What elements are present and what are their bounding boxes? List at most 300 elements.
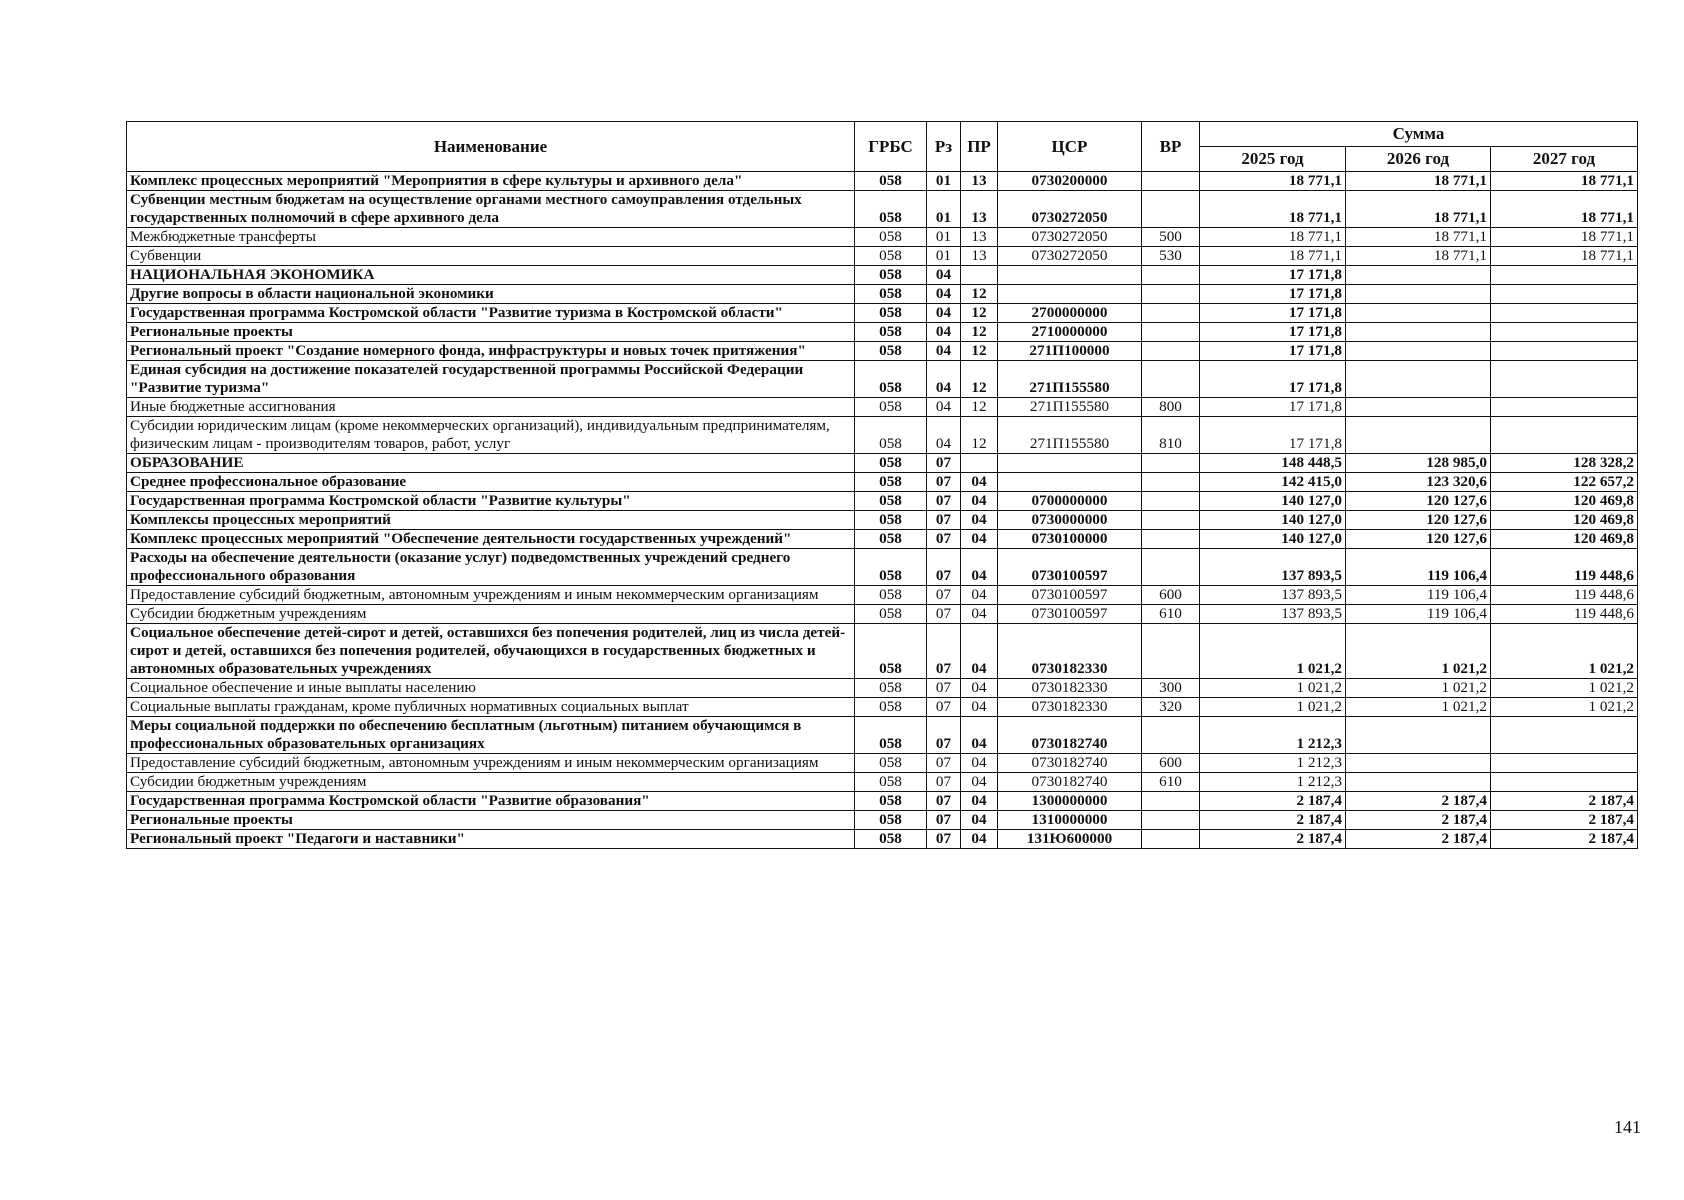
row-rz: 04 [927,323,961,342]
row-sum-2025: 17 171,8 [1200,304,1346,323]
row-csr: 1310000000 [998,811,1142,830]
row-sum-2027 [1491,342,1638,361]
row-csr: 0730000000 [998,511,1142,530]
row-sum-2027: 119 448,6 [1491,586,1638,605]
row-sum-2026 [1346,754,1491,773]
row-sum-2027: 119 448,6 [1491,605,1638,624]
row-vr [1142,266,1200,285]
row-rz: 04 [927,342,961,361]
row-pr: 04 [961,830,998,849]
row-grbs: 058 [855,304,927,323]
header-grbs: ГРБС [855,122,927,172]
row-sum-2025: 1 212,3 [1200,717,1346,754]
page-number: 141 [1614,1117,1641,1137]
row-name: Субсидии бюджетным учреждениям [127,773,855,792]
row-rz: 01 [927,247,961,266]
row-grbs: 058 [855,549,927,586]
row-vr [1142,549,1200,586]
row-sum-2027: 18 771,1 [1491,172,1638,191]
row-rz: 01 [927,191,961,228]
table-row [127,679,1638,698]
row-vr: 610 [1142,773,1200,792]
row-name: Государственная программа Костромской области "Развитие образования" [127,792,855,811]
row-rz: 01 [927,172,961,191]
table-row [127,586,1638,605]
row-grbs: 058 [855,247,927,266]
row-csr: 271П155580 [998,417,1142,454]
row-vr: 600 [1142,754,1200,773]
table-row [127,605,1638,624]
table-row [127,473,1638,492]
row-vr [1142,811,1200,830]
row-pr: 12 [961,398,998,417]
row-sum-2025: 18 771,1 [1200,191,1346,228]
row-csr [998,285,1142,304]
row-csr: 0730272050 [998,191,1142,228]
row-name: Единая субсидия на достижение показателей государственной программы Российской Федерации "Развитие туризма" [127,361,855,398]
row-sum-2025: 17 171,8 [1200,417,1346,454]
row-sum-2026 [1346,417,1491,454]
table-row [127,773,1638,792]
row-pr: 04 [961,624,998,679]
row-name: Субсидии юридическим лицам (кроме некоммерческих организаций), индивидуальным предпринимателям, физическим лицам - производителям товаров, работ, услуг [127,417,855,454]
row-csr: 0730182330 [998,679,1142,698]
row-rz: 07 [927,473,961,492]
row-sum-2025: 1 021,2 [1200,698,1346,717]
row-sum-2027: 120 469,8 [1491,511,1638,530]
row-sum-2025: 18 771,1 [1200,228,1346,247]
row-vr: 300 [1142,679,1200,698]
row-rz: 04 [927,361,961,398]
row-sum-2027 [1491,398,1638,417]
row-pr: 04 [961,754,998,773]
row-grbs: 058 [855,811,927,830]
row-name: Предоставление субсидий бюджетным, автономным учреждениям и иным некоммерческим организациям [127,586,855,605]
row-sum-2025: 140 127,0 [1200,511,1346,530]
row-vr: 600 [1142,586,1200,605]
row-vr [1142,361,1200,398]
row-vr [1142,304,1200,323]
row-sum-2027 [1491,266,1638,285]
table-row [127,698,1638,717]
row-vr [1142,530,1200,549]
row-sum-2026: 120 127,6 [1346,492,1491,511]
row-csr [998,454,1142,473]
row-sum-2026: 1 021,2 [1346,624,1491,679]
row-sum-2027: 122 657,2 [1491,473,1638,492]
table-body [127,172,1638,849]
row-sum-2026 [1346,304,1491,323]
table-row [127,549,1638,586]
row-grbs: 058 [855,773,927,792]
row-csr: 2700000000 [998,304,1142,323]
row-grbs: 058 [855,361,927,398]
row-vr [1142,342,1200,361]
table-row [127,342,1638,361]
row-name: Среднее профессиональное образование [127,473,855,492]
row-sum-2026: 1 021,2 [1346,698,1491,717]
header-name: Наименование [127,122,855,172]
row-csr: 271П155580 [998,361,1142,398]
row-pr: 04 [961,605,998,624]
row-pr [961,454,998,473]
row-vr [1142,511,1200,530]
row-name: Субвенции местным бюджетам на осуществление органами местного самоуправления отдельных государственных полномочий в сфере архивного дела [127,191,855,228]
row-sum-2026 [1346,717,1491,754]
row-grbs: 058 [855,698,927,717]
row-grbs: 058 [855,717,927,754]
row-sum-2025: 2 187,4 [1200,830,1346,849]
row-pr: 13 [961,228,998,247]
row-vr [1142,473,1200,492]
row-rz: 07 [927,586,961,605]
row-vr: 610 [1142,605,1200,624]
row-name: Комплекс процессных мероприятий "Мероприятия в сфере культуры и архивного дела" [127,172,855,191]
table-row [127,228,1638,247]
row-sum-2025: 137 893,5 [1200,549,1346,586]
row-csr: 0730100597 [998,586,1142,605]
row-grbs: 058 [855,191,927,228]
row-pr: 04 [961,792,998,811]
row-sum-2025: 2 187,4 [1200,792,1346,811]
row-vr: 530 [1142,247,1200,266]
row-sum-2027: 128 328,2 [1491,454,1638,473]
row-grbs: 058 [855,228,927,247]
row-vr [1142,172,1200,191]
row-name: Расходы на обеспечение деятельности (оказание услуг) подведомственных учреждений среднего профессионального образования [127,549,855,586]
row-sum-2027: 1 021,2 [1491,698,1638,717]
row-sum-2026 [1346,285,1491,304]
row-grbs: 058 [855,323,927,342]
row-pr: 13 [961,191,998,228]
row-vr: 500 [1142,228,1200,247]
row-name: Предоставление субсидий бюджетным, автономным учреждениям и иным некоммерческим организациям [127,754,855,773]
row-sum-2027 [1491,285,1638,304]
row-csr: 1300000000 [998,792,1142,811]
row-rz: 07 [927,773,961,792]
row-sum-2025: 140 127,0 [1200,492,1346,511]
table-row [127,266,1638,285]
header-sum: Сумма [1200,122,1638,147]
row-sum-2026: 123 320,6 [1346,473,1491,492]
row-sum-2025: 17 171,8 [1200,398,1346,417]
row-name: Социальные выплаты гражданам, кроме публичных нормативных социальных выплат [127,698,855,717]
table-header [127,122,1638,172]
row-grbs: 058 [855,266,927,285]
row-vr [1142,717,1200,754]
row-grbs: 058 [855,605,927,624]
row-csr: 0730182740 [998,754,1142,773]
row-csr: 0730182740 [998,717,1142,754]
row-rz: 04 [927,417,961,454]
row-pr: 04 [961,717,998,754]
row-sum-2025: 137 893,5 [1200,586,1346,605]
row-rz: 07 [927,624,961,679]
row-csr: 0730182330 [998,624,1142,679]
row-sum-2025: 2 187,4 [1200,811,1346,830]
row-sum-2026: 18 771,1 [1346,247,1491,266]
header-vr: ВР [1142,122,1200,172]
row-vr: 320 [1142,698,1200,717]
row-pr: 04 [961,530,998,549]
row-sum-2026: 119 106,4 [1346,605,1491,624]
row-sum-2026: 120 127,6 [1346,530,1491,549]
row-sum-2026: 128 985,0 [1346,454,1491,473]
row-pr: 12 [961,323,998,342]
table-row [127,417,1638,454]
row-name: Субсидии бюджетным учреждениям [127,605,855,624]
row-sum-2025: 1 212,3 [1200,773,1346,792]
row-rz: 07 [927,679,961,698]
row-name: Региональный проект "Создание номерного фонда, инфраструктуры и новых точек притяжения" [127,342,855,361]
row-name: Социальное обеспечение и иные выплаты населению [127,679,855,698]
row-sum-2026 [1346,323,1491,342]
row-sum-2027 [1491,717,1638,754]
budget-table [126,121,1638,849]
row-sum-2025: 17 171,8 [1200,342,1346,361]
row-rz: 07 [927,605,961,624]
header-year-2025: 2025 год [1200,147,1346,172]
table-row [127,511,1638,530]
row-csr: 0730182740 [998,773,1142,792]
row-csr: 2710000000 [998,323,1142,342]
row-pr: 04 [961,679,998,698]
row-sum-2027: 120 469,8 [1491,492,1638,511]
row-sum-2027 [1491,754,1638,773]
row-vr [1142,191,1200,228]
row-rz: 07 [927,454,961,473]
row-sum-2027: 18 771,1 [1491,191,1638,228]
row-sum-2027 [1491,304,1638,323]
table-row [127,172,1638,191]
row-csr: 0700000000 [998,492,1142,511]
row-sum-2027: 2 187,4 [1491,830,1638,849]
table-row [127,492,1638,511]
row-name: ОБРАЗОВАНИЕ [127,454,855,473]
row-csr [998,266,1142,285]
row-csr: 271П155580 [998,398,1142,417]
row-name: Социальное обеспечение детей-сирот и детей, оставшихся без попечения родителей, лиц из числа детей-сирот и детей, оставшихся без попечения родителей, обучающихся в государственных бюджетных и автономных образовательных учреждениях [127,624,855,679]
row-sum-2027: 2 187,4 [1491,792,1638,811]
row-sum-2026 [1346,398,1491,417]
row-sum-2026 [1346,773,1491,792]
row-grbs: 058 [855,830,927,849]
row-grbs: 058 [855,624,927,679]
header-year-2027: 2027 год [1491,147,1638,172]
row-grbs: 058 [855,454,927,473]
row-vr [1142,454,1200,473]
table-row [127,624,1638,679]
row-rz: 07 [927,492,961,511]
row-sum-2027 [1491,417,1638,454]
row-csr [998,473,1142,492]
row-rz: 07 [927,698,961,717]
row-rz: 04 [927,285,961,304]
row-sum-2027: 119 448,6 [1491,549,1638,586]
table-row [127,247,1638,266]
row-pr: 04 [961,492,998,511]
row-sum-2025: 18 771,1 [1200,247,1346,266]
row-grbs: 058 [855,417,927,454]
row-sum-2027: 18 771,1 [1491,247,1638,266]
row-sum-2025: 17 171,8 [1200,285,1346,304]
row-pr [961,266,998,285]
row-pr: 04 [961,586,998,605]
table-row [127,361,1638,398]
table-row [127,304,1638,323]
row-rz: 07 [927,830,961,849]
row-sum-2025: 18 771,1 [1200,172,1346,191]
row-sum-2027: 18 771,1 [1491,228,1638,247]
row-sum-2026 [1346,361,1491,398]
row-csr: 0730100597 [998,605,1142,624]
row-sum-2025: 17 171,8 [1200,361,1346,398]
row-sum-2027 [1491,323,1638,342]
row-pr: 12 [961,304,998,323]
table-row [127,398,1638,417]
row-pr: 12 [961,342,998,361]
row-grbs: 058 [855,473,927,492]
table-row [127,792,1638,811]
row-grbs: 058 [855,285,927,304]
row-vr [1142,492,1200,511]
table-row [127,717,1638,754]
row-sum-2025: 148 448,5 [1200,454,1346,473]
row-sum-2025: 140 127,0 [1200,530,1346,549]
row-name: Региональные проекты [127,323,855,342]
table-row [127,323,1638,342]
row-csr: 0730272050 [998,228,1142,247]
row-sum-2026: 120 127,6 [1346,511,1491,530]
row-grbs: 058 [855,586,927,605]
row-sum-2027: 1 021,2 [1491,624,1638,679]
row-name: Межбюджетные трансферты [127,228,855,247]
row-name: Субвенции [127,247,855,266]
row-sum-2025: 1 021,2 [1200,624,1346,679]
row-pr: 12 [961,361,998,398]
row-rz: 07 [927,717,961,754]
row-name: Комплексы процессных мероприятий [127,511,855,530]
row-sum-2025: 142 415,0 [1200,473,1346,492]
table-row [127,830,1638,849]
row-sum-2025: 1 021,2 [1200,679,1346,698]
row-vr [1142,792,1200,811]
row-grbs: 058 [855,342,927,361]
row-csr: 271П100000 [998,342,1142,361]
row-grbs: 058 [855,398,927,417]
row-sum-2026: 119 106,4 [1346,549,1491,586]
row-csr: 0730272050 [998,247,1142,266]
row-pr: 04 [961,811,998,830]
row-rz: 07 [927,792,961,811]
row-name: Региональный проект "Педагоги и наставники" [127,830,855,849]
row-grbs: 058 [855,530,927,549]
row-grbs: 058 [855,511,927,530]
header-year-2026: 2026 год [1346,147,1491,172]
row-vr: 810 [1142,417,1200,454]
row-sum-2027: 120 469,8 [1491,530,1638,549]
table-row [127,191,1638,228]
row-sum-2026: 2 187,4 [1346,811,1491,830]
row-grbs: 058 [855,754,927,773]
row-rz: 07 [927,811,961,830]
row-vr [1142,624,1200,679]
row-pr: 12 [961,417,998,454]
row-name: Другие вопросы в области национальной экономики [127,285,855,304]
row-rz: 04 [927,304,961,323]
row-pr: 04 [961,698,998,717]
row-name: Государственная программа Костромской области "Развитие культуры" [127,492,855,511]
row-rz: 07 [927,511,961,530]
row-name: Региональные проекты [127,811,855,830]
row-rz: 07 [927,530,961,549]
row-csr: 0730100597 [998,549,1142,586]
row-sum-2027: 1 021,2 [1491,679,1638,698]
row-sum-2026: 119 106,4 [1346,586,1491,605]
row-sum-2026: 18 771,1 [1346,191,1491,228]
row-sum-2026: 18 771,1 [1346,228,1491,247]
row-sum-2025: 17 171,8 [1200,323,1346,342]
row-rz: 01 [927,228,961,247]
row-sum-2026: 1 021,2 [1346,679,1491,698]
row-name: Иные бюджетные ассигнования [127,398,855,417]
row-name: Государственная программа Костромской области "Развитие туризма в Костромской области" [127,304,855,323]
row-csr: 0730200000 [998,172,1142,191]
row-vr [1142,285,1200,304]
row-name: Комплекс процессных мероприятий "Обеспечение деятельности государственных учреждений" [127,530,855,549]
row-pr: 04 [961,473,998,492]
row-grbs: 058 [855,492,927,511]
row-csr: 0730100000 [998,530,1142,549]
row-pr: 13 [961,247,998,266]
row-vr [1142,323,1200,342]
row-pr: 12 [961,285,998,304]
row-vr [1142,830,1200,849]
row-sum-2026: 18 771,1 [1346,172,1491,191]
header-rz: Рз [927,122,961,172]
row-sum-2026 [1346,266,1491,285]
row-sum-2025: 17 171,8 [1200,266,1346,285]
row-sum-2027: 2 187,4 [1491,811,1638,830]
row-sum-2027 [1491,361,1638,398]
row-sum-2026: 2 187,4 [1346,830,1491,849]
table-row [127,285,1638,304]
row-grbs: 058 [855,792,927,811]
table-row [127,530,1638,549]
header-pr: ПР [961,122,998,172]
row-name: Меры социальной поддержки по обеспечению бесплатным (льготным) питанием обучающимся в профессиональных образовательных организациях [127,717,855,754]
row-sum-2027 [1491,773,1638,792]
row-csr: 131Ю600000 [998,830,1142,849]
header-csr: ЦСР [998,122,1142,172]
table-row [127,811,1638,830]
table-row [127,754,1638,773]
row-grbs: 058 [855,679,927,698]
table-row [127,454,1638,473]
row-pr: 04 [961,549,998,586]
row-sum-2025: 1 212,3 [1200,754,1346,773]
row-rz: 04 [927,266,961,285]
row-grbs: 058 [855,172,927,191]
row-rz: 07 [927,549,961,586]
row-pr: 13 [961,172,998,191]
row-csr: 0730182330 [998,698,1142,717]
row-pr: 04 [961,773,998,792]
row-rz: 07 [927,754,961,773]
row-sum-2026 [1346,342,1491,361]
row-name: НАЦИОНАЛЬНАЯ ЭКОНОМИКА [127,266,855,285]
row-pr: 04 [961,511,998,530]
